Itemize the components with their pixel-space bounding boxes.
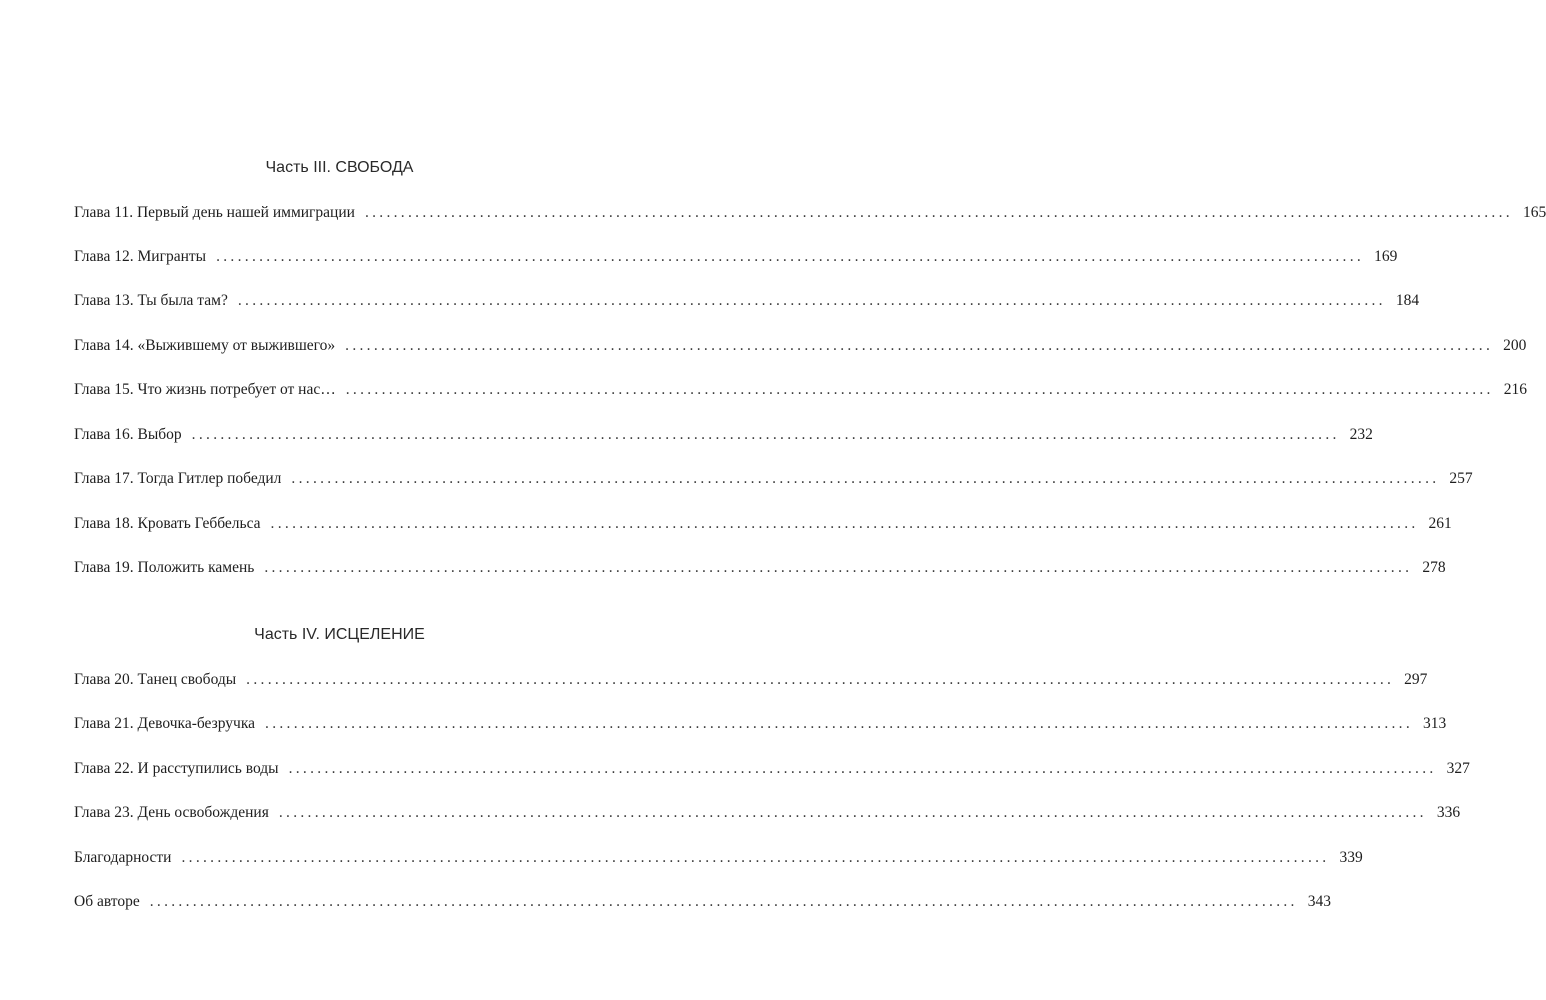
toc-entry <box>74 379 1527 401</box>
dot-leader: ................................................................................................................................................................ <box>237 292 1386 309</box>
part-3-heading: Часть III. СВОБОДА <box>265 159 414 176</box>
toc-entry-title: Глава 21. Девочка-безручка <box>74 715 256 732</box>
toc-entry-page: 339 <box>1339 849 1363 866</box>
dot-leader: ................................................................................................................................................................ <box>288 760 1437 777</box>
toc-entry-title: Глава 22. И расступились воды <box>74 760 279 777</box>
toc-entry-title: Глава 16. Выбор <box>74 426 182 443</box>
toc-entry-page: 343 <box>1307 893 1331 910</box>
toc-entry <box>74 290 1420 312</box>
dot-leader: ................................................................................................................................................................ <box>270 515 1419 532</box>
toc-entry-page: 261 <box>1428 515 1452 532</box>
part-4-heading: Часть IV. ИСЦЕЛЕНИЕ <box>254 626 425 643</box>
toc-entry-title: Глава 18. Кровать Геббельса <box>74 515 261 532</box>
toc-entry-page: 184 <box>1395 292 1420 309</box>
toc-entry-title: Глава 23. День освобождения <box>74 804 269 821</box>
dot-leader: ................................................................................................................................................................ <box>278 804 1427 821</box>
dot-leader: ................................................................................................................................................................ <box>246 671 1395 688</box>
dot-leader: ................................................................................................................................................................ <box>364 204 1513 221</box>
toc-entry-title: Благодарности <box>74 849 172 866</box>
toc-entry-title: Глава 19. Положить камень <box>74 559 255 576</box>
toc-entry-page: 336 <box>1436 804 1461 821</box>
dot-leader: ................................................................................................................................................................ <box>345 337 1494 354</box>
toc-entry-title: Глава 20. Танец свободы <box>74 671 237 688</box>
toc-entry-page: 297 <box>1404 671 1428 688</box>
dot-leader: ................................................................................................................................................................ <box>191 426 1340 443</box>
toc-entry <box>74 713 1447 735</box>
toc-entry-page: 278 <box>1422 559 1446 576</box>
toc-entry-page: 327 <box>1446 760 1470 777</box>
dot-leader: ................................................................................................................................................................ <box>181 849 1330 866</box>
dot-leader: ................................................................................................................................................................ <box>291 470 1440 487</box>
toc-entry <box>74 424 1373 446</box>
toc-entry-page: 165 <box>1522 204 1546 221</box>
toc-entry <box>74 557 1446 579</box>
toc-entry <box>74 669 1428 691</box>
toc-entry-title: Глава 14. «Выжившему от выжившего» <box>74 337 336 354</box>
toc-entry-page: 257 <box>1449 470 1473 487</box>
toc-entry-page: 200 <box>1503 337 1527 354</box>
toc-entry-title: Об авторе <box>74 893 140 910</box>
toc-entry <box>74 513 1452 535</box>
toc-entry <box>74 335 1527 357</box>
toc-entry <box>74 802 1461 824</box>
toc-entry-page: 232 <box>1349 426 1373 443</box>
toc-entry-title: Глава 13. Ты была там? <box>74 292 228 309</box>
toc-entry <box>74 758 1470 780</box>
dot-leader: ................................................................................................................................................................ <box>265 715 1414 732</box>
toc-entry <box>74 202 1546 224</box>
toc-entry-title: Глава 15. Что жизнь потребует от нас… <box>74 381 336 398</box>
toc-entry-title: Глава 17. Тогда Гитлер победил <box>74 470 282 487</box>
toc-entry-page: 313 <box>1423 715 1447 732</box>
dot-leader: ................................................................................................................................................................ <box>264 559 1413 576</box>
dot-leader: ................................................................................................................................................................ <box>345 381 1494 398</box>
toc-entry-title: Глава 11. Первый день нашей иммиграции <box>74 204 355 221</box>
toc-entry-title: Глава 12. Мигранты <box>74 248 207 265</box>
dot-leader: ................................................................................................................................................................ <box>216 248 1365 265</box>
toc-entry <box>74 246 1398 268</box>
toc-entry-page: 216 <box>1503 381 1527 398</box>
dot-leader: ................................................................................................................................................................ <box>149 893 1298 910</box>
toc-entry <box>74 847 1363 869</box>
toc-entry <box>74 468 1473 490</box>
toc-entry <box>74 891 1331 913</box>
toc-entry-page: 169 <box>1374 248 1398 265</box>
